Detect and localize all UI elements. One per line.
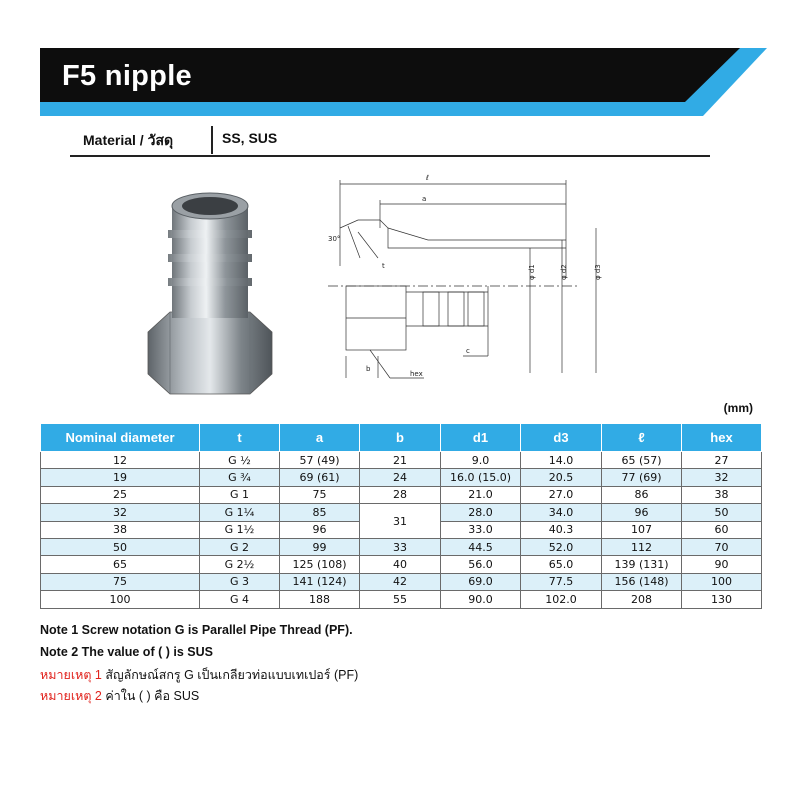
table-cell: G 2½ <box>200 556 280 573</box>
material-value: SS, SUS <box>222 130 278 146</box>
table-cell: 65.0 <box>521 556 602 573</box>
column-header: d3 <box>521 424 602 452</box>
table-cell: 56.0 <box>441 556 521 573</box>
table-cell: 57 (49) <box>280 452 360 469</box>
table-cell: 107 <box>602 521 682 538</box>
dim-d2-label: φ d2 <box>560 264 568 280</box>
note-1-th <box>40 665 358 685</box>
dim-d3-label: φ d3 <box>594 264 602 280</box>
table-cell: G 1¼ <box>200 504 280 521</box>
table-cell: 14.0 <box>521 452 602 469</box>
table-cell: 24 <box>360 469 441 486</box>
table-cell: 40 <box>360 556 441 573</box>
table-cell: 99 <box>280 538 360 555</box>
table-cell: 100 <box>41 591 200 608</box>
table-cell: 208 <box>602 591 682 608</box>
note-2-th-text: ค่าใน ( ) คือ SUS <box>101 689 200 703</box>
table-cell: 55 <box>360 591 441 608</box>
column-header: hex <box>682 424 762 452</box>
table-cell: 65 (57) <box>602 452 682 469</box>
table-cell: 27 <box>682 452 762 469</box>
table-cell: G 2 <box>200 538 280 555</box>
table-cell: 70 <box>682 538 762 555</box>
dim-b-label: b <box>366 365 371 373</box>
table-header-row <box>41 424 762 452</box>
table-cell: 12 <box>41 452 200 469</box>
table-cell: 33.0 <box>441 521 521 538</box>
table-cell: 34.0 <box>521 504 602 521</box>
table-row <box>41 469 762 486</box>
table-row <box>41 486 762 503</box>
dim-d1-label: φ d1 <box>528 264 536 280</box>
table-cell: 188 <box>280 591 360 608</box>
header-banner <box>0 0 800 130</box>
table-cell: 16.0 (15.0) <box>441 469 521 486</box>
table-cell: 60 <box>682 521 762 538</box>
column-header: t <box>200 424 280 452</box>
table-cell: 32 <box>682 469 762 486</box>
table-cell: 27.0 <box>521 486 602 503</box>
table-cell: 65 <box>41 556 200 573</box>
table-cell: 44.5 <box>441 538 521 555</box>
column-header: d1 <box>441 424 521 452</box>
table-row <box>41 504 762 521</box>
table-cell: 75 <box>280 486 360 503</box>
table-cell: 32 <box>41 504 200 521</box>
table-cell-merged: 31 <box>360 504 441 539</box>
table-cell: 28.0 <box>441 504 521 521</box>
table-cell: 86 <box>602 486 682 503</box>
table-cell: 38 <box>41 521 200 538</box>
dim-a-label: a <box>422 195 427 203</box>
table-cell: G 3 <box>200 573 280 590</box>
table-cell: 40.3 <box>521 521 602 538</box>
table-cell: G ½ <box>200 452 280 469</box>
table-cell: 28 <box>360 486 441 503</box>
note-1-th-text: สัญลักษณ์สกรู G เป็นเกลียวท่อแบบเทเปอร์ (PF) <box>101 668 359 682</box>
note-1-th-label: หมายเหตุ 1 <box>40 668 102 682</box>
column-header: b <box>360 424 441 452</box>
column-header: a <box>280 424 360 452</box>
table-row <box>41 452 762 469</box>
table-cell: G 1 <box>200 486 280 503</box>
table-cell: G ¾ <box>200 469 280 486</box>
note-2-en: Note 2 The value of ( ) is SUS <box>40 645 213 659</box>
units-label: (mm) <box>723 401 753 415</box>
material-label: Material / วัสดุ <box>83 132 174 148</box>
product-photo <box>140 184 280 399</box>
table-cell: G 4 <box>200 591 280 608</box>
table-cell: 69 (61) <box>280 469 360 486</box>
material-divider <box>211 126 213 154</box>
table-cell: 139 (131) <box>602 556 682 573</box>
note-2-th-label: หมายเหตุ 2 <box>40 689 102 703</box>
table-cell: 20.5 <box>521 469 602 486</box>
table-cell: G 1½ <box>200 521 280 538</box>
table-cell: 102.0 <box>521 591 602 608</box>
table-row <box>41 538 762 555</box>
table-cell: 21.0 <box>441 486 521 503</box>
table-cell: 90 <box>682 556 762 573</box>
dim-l-label: ℓ <box>426 174 429 182</box>
table-cell: 38 <box>682 486 762 503</box>
dim-c-label: c <box>466 347 470 355</box>
table-row <box>41 573 762 590</box>
table-cell: 21 <box>360 452 441 469</box>
table-cell: 96 <box>602 504 682 521</box>
table-cell: 52.0 <box>521 538 602 555</box>
table-cell: 50 <box>41 538 200 555</box>
table-cell: 112 <box>602 538 682 555</box>
table-row <box>41 591 762 608</box>
table-cell: 50 <box>682 504 762 521</box>
table-cell: 77.5 <box>521 573 602 590</box>
spec-table <box>40 423 762 609</box>
table-cell: 96 <box>280 521 360 538</box>
table-cell: 77 (69) <box>602 469 682 486</box>
table-cell: 75 <box>41 573 200 590</box>
column-header: ℓ <box>602 424 682 452</box>
note-1-en: Note 1 Screw notation G is Parallel Pipe Thread (PF). <box>40 623 353 637</box>
table-cell: 85 <box>280 504 360 521</box>
note-2-th <box>40 686 199 706</box>
column-header: Nominal diameter <box>41 424 200 452</box>
technical-drawing <box>318 168 618 388</box>
material-row <box>70 124 710 156</box>
table-cell: 141 (124) <box>280 573 360 590</box>
table-cell: 69.0 <box>441 573 521 590</box>
table-cell: 19 <box>41 469 200 486</box>
table-row <box>41 556 762 573</box>
dim-hex-label: hex <box>410 370 423 378</box>
table-cell: 42 <box>360 573 441 590</box>
dim-angle-label: 30° <box>328 235 341 243</box>
material-underline <box>70 155 710 157</box>
table-cell: 156 (148) <box>602 573 682 590</box>
page-title: F5 nipple <box>62 60 192 92</box>
table-cell: 25 <box>41 486 200 503</box>
table-cell: 100 <box>682 573 762 590</box>
table-cell: 9.0 <box>441 452 521 469</box>
table-cell: 33 <box>360 538 441 555</box>
table-cell: 125 (108) <box>280 556 360 573</box>
table-cell: 130 <box>682 591 762 608</box>
table-cell: 90.0 <box>441 591 521 608</box>
dim-t-label: t <box>382 262 385 270</box>
